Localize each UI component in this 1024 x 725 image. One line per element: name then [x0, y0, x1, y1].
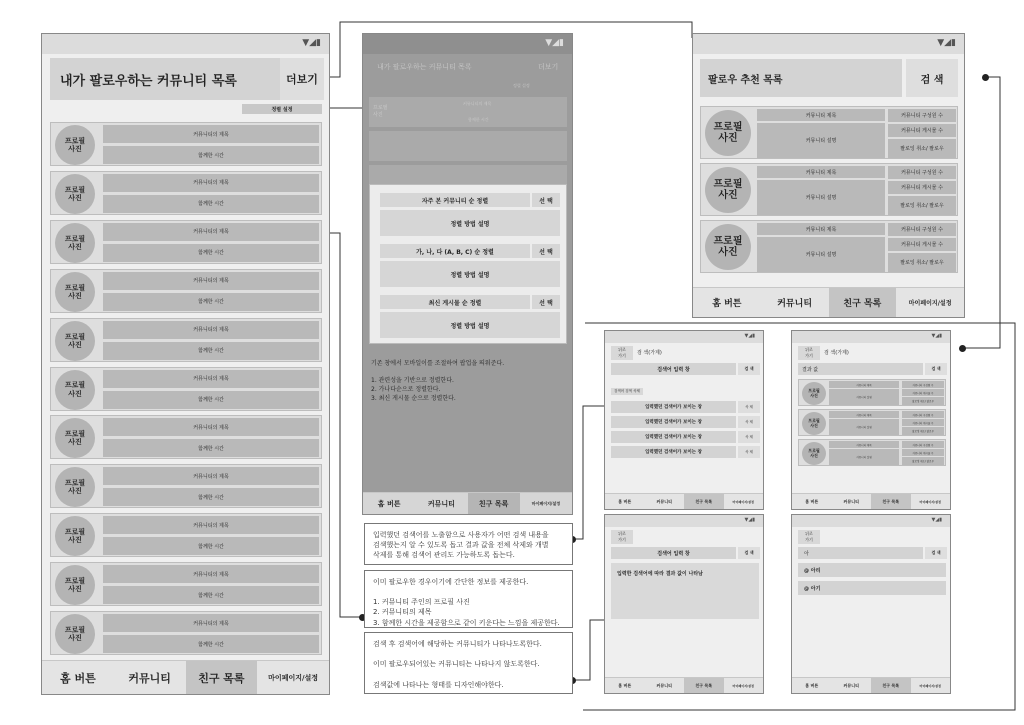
search-label: 검 색(가제)	[637, 350, 662, 356]
search-button[interactable]: 검 색	[906, 59, 958, 97]
nav-home[interactable]: 홈 버튼	[60, 671, 96, 685]
screen-search-recent	[604, 330, 764, 510]
item-time: 함께한 시간	[103, 293, 319, 311]
item-title: 커뮤니티의 제목	[103, 125, 319, 143]
list-item[interactable]	[50, 464, 322, 508]
screen-sort-popup	[362, 33, 573, 515]
profile-avatar: 프로필 사진	[55, 272, 95, 312]
nav-community[interactable]: 커뮤니티	[656, 498, 672, 504]
status-bar: ▼◢▮	[605, 515, 763, 527]
bottom-nav	[693, 287, 964, 317]
delete-button[interactable]: 삭 제	[738, 431, 760, 443]
item-time: 함께한 시간	[103, 146, 319, 164]
nav-mypage[interactable]: 마이페이지/설정	[732, 683, 754, 688]
item-title: 커뮤니티의 제목	[103, 272, 319, 290]
recent-searches-label: 검색어 검색 삭제	[611, 388, 643, 395]
member-count: 커뮤니티 구성원 수	[902, 441, 944, 448]
sort-option-desc: 정렬 방법 설명	[380, 210, 560, 236]
connector-dot	[959, 345, 966, 352]
nav-home[interactable]: 홈 버튼	[618, 682, 632, 688]
follow-toggle[interactable]: 팔로잉 취소/ 팔로우	[888, 139, 956, 158]
follow-toggle[interactable]: 팔로잉 취소/ 팔로우	[902, 397, 944, 405]
search-input[interactable]: 검색어 입력 창	[611, 547, 736, 559]
item-time: 함께한 시간	[103, 537, 319, 555]
page-title: 내가 팔로우하는 커뮤니티 목록	[50, 58, 310, 100]
recommend-item[interactable]	[700, 106, 958, 159]
nav-friends[interactable]: 친구 목록	[186, 661, 258, 694]
recent-search-item[interactable]: 입력했던 검색어가 보이는 창	[611, 431, 736, 443]
item-time: 함께한 시간	[103, 244, 319, 262]
bottom-nav	[792, 493, 950, 509]
item-title: 커뮤니티의 제목	[103, 614, 319, 632]
community-desc: 커뮤니티 설명	[829, 419, 899, 435]
connector-dot	[982, 74, 989, 81]
sort-option-label: 자주 본 커뮤니티 순 정렬	[380, 193, 530, 207]
status-bar: ▼◢▮	[363, 34, 572, 54]
sort-select-button[interactable]: 선 택	[532, 295, 560, 309]
recent-search-item[interactable]: 입력했던 검색어가 보이는 창	[611, 446, 736, 458]
suggestion-item[interactable]: @ 아기	[798, 581, 946, 595]
faded-item-time: 함께한 시간	[468, 117, 489, 122]
follow-toggle[interactable]: 팔로잉 취소/ 팔로우	[888, 196, 956, 215]
recommend-item[interactable]	[700, 220, 958, 273]
nav-friends[interactable]: 친구 목록	[829, 288, 897, 317]
status-bar: ▼◢▮	[605, 331, 763, 343]
sort-option-desc: 정렬 방법 설명	[380, 261, 560, 287]
nav-community[interactable]: 커뮤니티	[843, 498, 859, 504]
nav-community[interactable]: 커뮤니티	[128, 671, 171, 685]
profile-avatar: 프로필 사진	[55, 614, 95, 654]
community-desc: 커뮤니티 설명	[757, 237, 885, 272]
recent-search-item[interactable]: 입력했던 검색어가 보이는 창	[611, 401, 736, 413]
list-item[interactable]	[50, 318, 322, 362]
back-button[interactable]: 뒤로 가기	[798, 346, 820, 360]
result-text: 입력한 검색어에 따라 결과 값이 나타남	[617, 571, 703, 577]
status-bar: ▼◢▮	[792, 331, 950, 343]
community-desc: 커뮤니티 설명	[829, 389, 899, 405]
profile-avatar: 프로필 사진	[705, 110, 751, 156]
note-search-results	[364, 632, 573, 694]
post-count: 커뮤니티 게시물 수	[888, 124, 956, 137]
profile-avatar: 프로필 사진	[55, 321, 95, 361]
community-title: 커뮤니티 제목	[829, 411, 899, 418]
item-time: 함께한 시간	[103, 391, 319, 409]
list-item[interactable]	[50, 513, 322, 557]
item-title: 커뮤니티의 제목	[103, 174, 319, 192]
nav-mypage[interactable]: 마이페이지/설정	[531, 500, 561, 506]
nav-community[interactable]: 커뮤니티	[427, 499, 455, 508]
member-count: 커뮤니티 구성원 수	[888, 223, 956, 236]
community-desc: 커뮤니티 설명	[757, 123, 885, 158]
faded-item-title: 커뮤니티의 제목	[463, 101, 492, 106]
nav-friends[interactable]: 친구 목록	[871, 494, 911, 509]
list-item[interactable]	[50, 171, 322, 215]
profile-avatar: 프로필 사진	[55, 418, 95, 458]
item-title: 커뮤니티의 제목	[103, 516, 319, 534]
faded-card	[369, 131, 567, 161]
member-count: 커뮤니티 구성원 수	[902, 381, 944, 388]
profile-avatar: 프로필 사진	[55, 174, 95, 214]
faded-sort: 정렬 설정	[513, 83, 530, 88]
nav-community[interactable]: 커뮤니티	[777, 299, 813, 309]
follow-toggle[interactable]: 팔로잉 취소/ 팔로우	[888, 253, 956, 272]
post-count: 커뮤니티 게시물 수	[888, 181, 956, 194]
nav-mypage[interactable]: 마이페이지/설정	[268, 673, 319, 682]
status-bar: ▼◢▮	[693, 34, 964, 54]
nav-mypage[interactable]: 마이페이지/설정	[908, 300, 952, 307]
back-button[interactable]: 뒤로 가기	[611, 530, 633, 544]
note-text: 검색 후 검색어에 해당하는 커뮤니티가 나타나도록한다. 이미 팔로우되어있는 커뮤니티는 나타나지 않도록한다. 검색값에 나타나는 형태를 디자인해야한다.	[373, 640, 542, 689]
screen-search-typing	[604, 514, 764, 694]
faded-more: 더보기	[538, 63, 559, 71]
profile-avatar: 프로필 사진	[55, 565, 95, 605]
list-item[interactable]	[50, 611, 322, 655]
item-title: 커뮤니티의 제목	[103, 223, 319, 241]
item-time: 함께한 시간	[103, 586, 319, 604]
result-item[interactable]	[798, 439, 946, 466]
profile-avatar: 프로필 사진	[802, 442, 826, 465]
profile-avatar: 프로필 사진	[55, 370, 95, 410]
nav-home[interactable]: 홈 버튼	[805, 498, 819, 504]
nav-home[interactable]: 홈 버튼	[805, 682, 819, 688]
community-title: 커뮤니티 제목	[829, 381, 899, 388]
bottom-nav	[363, 492, 572, 514]
sort-explanation: 기존 창에서 모바일이를 조절하여 팝업을 띄워준다. 1. 관련성을 기반으로 정렬한다. 2. 가나다순으로 정렬한다. 3. 최신 게시물 순으로 정렬한다.	[371, 360, 505, 402]
nav-community[interactable]: 커뮤니티	[843, 682, 859, 688]
sort-option-label: 최신 게시물 순 정렬	[380, 295, 530, 309]
search-input[interactable]: 아	[798, 547, 923, 559]
nav-home[interactable]: 홈 버튼	[618, 498, 632, 504]
nav-home[interactable]: 홈 버튼	[712, 299, 742, 309]
list-item[interactable]	[50, 367, 322, 411]
community-title: 커뮤니티 제목	[829, 441, 899, 448]
bottom-nav	[605, 677, 763, 693]
profile-avatar: 프로필 사진	[55, 467, 95, 507]
community-desc: 커뮤니티 설명	[757, 180, 885, 215]
search-confirm-button[interactable]: 검 색	[925, 363, 947, 375]
sort-select-button[interactable]: 선 택	[532, 244, 560, 258]
back-button[interactable]: 뒤로 가기	[798, 530, 820, 544]
nav-home[interactable]: 홈 버튼	[377, 499, 401, 508]
list-item[interactable]	[50, 269, 322, 313]
nav-community[interactable]: 커뮤니티	[656, 682, 672, 688]
post-count: 커뮤니티 게시물 수	[902, 389, 944, 396]
status-bar: ▼◢▮	[42, 34, 329, 54]
item-time: 함께한 시간	[103, 439, 319, 457]
screen-followed-communities	[41, 33, 330, 695]
faded-profile: 프로필 사진	[373, 105, 388, 118]
sort-select-button[interactable]: 선 택	[532, 193, 560, 207]
sort-settings-button[interactable]: 정렬 설정	[242, 104, 322, 114]
search-confirm-button[interactable]: 검 색	[738, 363, 760, 375]
item-time: 함께한 시간	[103, 342, 319, 360]
list-item[interactable]	[50, 415, 322, 459]
item-time: 함께한 시간	[103, 488, 319, 506]
bottom-nav	[792, 677, 950, 693]
follow-toggle[interactable]: 팔로잉 취소/ 팔로우	[902, 427, 944, 435]
screen-search-results	[791, 330, 951, 510]
screen-recommend	[692, 33, 965, 318]
bottom-nav	[42, 660, 329, 694]
item-title: 커뮤니티의 제목	[103, 565, 319, 583]
result-input[interactable]: 결과 값	[798, 363, 923, 375]
post-count: 커뮤니티 게시물 수	[888, 238, 956, 251]
delete-button[interactable]: 삭 제	[738, 416, 760, 428]
post-count: 커뮤니티 게시물 수	[902, 419, 944, 426]
profile-avatar: 프로필 사진	[55, 516, 95, 556]
item-title: 커뮤니티의 제목	[103, 370, 319, 388]
nav-mypage[interactable]: 마이페이지/설정	[919, 683, 941, 688]
search-label: 검 색(가제)	[824, 350, 849, 356]
suggestion-item[interactable]: @ 아리	[798, 563, 946, 577]
nav-friends[interactable]: 친구 목록	[871, 678, 911, 693]
nav-friends[interactable]: 친구 목록	[684, 494, 724, 509]
nav-mypage[interactable]: 마이페이지/설정	[732, 499, 754, 504]
follow-toggle[interactable]: 팔로잉 취소/ 팔로우	[902, 457, 944, 465]
faded-title: 내가 팔로우하는 커뮤니티 목록	[377, 63, 472, 71]
item-time: 함께한 시간	[103, 635, 319, 653]
note-recent-searches	[364, 523, 573, 565]
result-item[interactable]	[798, 379, 946, 406]
profile-avatar: 프로필 사진	[55, 125, 95, 165]
profile-avatar: 프로필 사진	[802, 412, 826, 435]
nav-friends[interactable]: 친구 목록	[468, 493, 520, 514]
item-title: 커뮤니티의 제목	[103, 467, 319, 485]
profile-avatar: 프로필 사진	[705, 167, 751, 213]
profile-avatar: 프로필 사진	[705, 224, 751, 270]
post-count: 커뮤니티 게시물 수	[902, 449, 944, 456]
profile-avatar: 프로필 사진	[802, 382, 826, 405]
status-bar: ▼◢▮	[792, 515, 950, 527]
note-text: 입력했던 검색어를 노출함으로 사용자가 어떤 검색 내용을 검색했는지 알 수 있도록 돕고 결과 값을 전체 삭제와 개별 삭제를 통해 검색어 관리도 가능하도록 돕는다.	[373, 531, 549, 560]
bottom-nav	[605, 493, 763, 509]
back-button[interactable]: 뒤로 가기	[611, 346, 633, 360]
result-item[interactable]	[798, 409, 946, 436]
nav-mypage[interactable]: 마이페이지/설정	[919, 499, 941, 504]
note-followed-info	[364, 570, 573, 628]
page-title: 팔로우 추천 목록	[700, 59, 902, 97]
delete-button[interactable]: 삭 제	[738, 401, 760, 413]
list-item[interactable]	[50, 562, 322, 606]
item-title: 커뮤니티의 제목	[103, 321, 319, 339]
community-desc: 커뮤니티 설명	[829, 449, 899, 465]
delete-button[interactable]: 삭 제	[738, 446, 760, 458]
search-confirm-button[interactable]: 검 색	[925, 547, 947, 559]
screen-search-suggest	[791, 514, 951, 694]
member-count: 커뮤니티 구성원 수	[902, 411, 944, 418]
note-text: 이미 팔로우한 경우이기에 간단한 정보를 제공한다. 1. 커뮤니티 주인의 프로필 사진 2. 커뮤니티의 제목 3. 함께한 시간을 제공함으로 같이 키운다는 느낌을 제공한다.	[373, 578, 560, 627]
community-title: 커뮤니티 제목	[757, 223, 885, 235]
member-count: 커뮤니티 구성원 수	[888, 166, 956, 179]
list-item[interactable]	[50, 122, 322, 166]
faded-card	[369, 165, 567, 185]
recommend-item[interactable]	[700, 163, 958, 216]
item-time: 함께한 시간	[103, 195, 319, 213]
community-title: 커뮤니티 제목	[757, 109, 885, 121]
member-count: 커뮤니티 구성원 수	[888, 109, 956, 122]
sort-option-desc: 정렬 방법 설명	[380, 312, 560, 338]
sort-popup	[369, 184, 567, 344]
community-title: 커뮤니티 제목	[757, 166, 885, 178]
search-confirm-button[interactable]: 검 색	[738, 547, 760, 559]
list-item[interactable]	[50, 220, 322, 264]
item-title: 커뮤니티의 제목	[103, 418, 319, 436]
nav-friends[interactable]: 친구 목록	[684, 678, 724, 693]
profile-avatar: 프로필 사진	[55, 223, 95, 263]
recent-search-item[interactable]: 입력했던 검색어가 보이는 창	[611, 416, 736, 428]
sort-option-label: 가, 나, 다 (A, B, C) 순 정렬	[380, 244, 530, 258]
search-input[interactable]: 검색어 입력 창	[611, 363, 736, 375]
more-button[interactable]: 더보기	[280, 58, 324, 100]
